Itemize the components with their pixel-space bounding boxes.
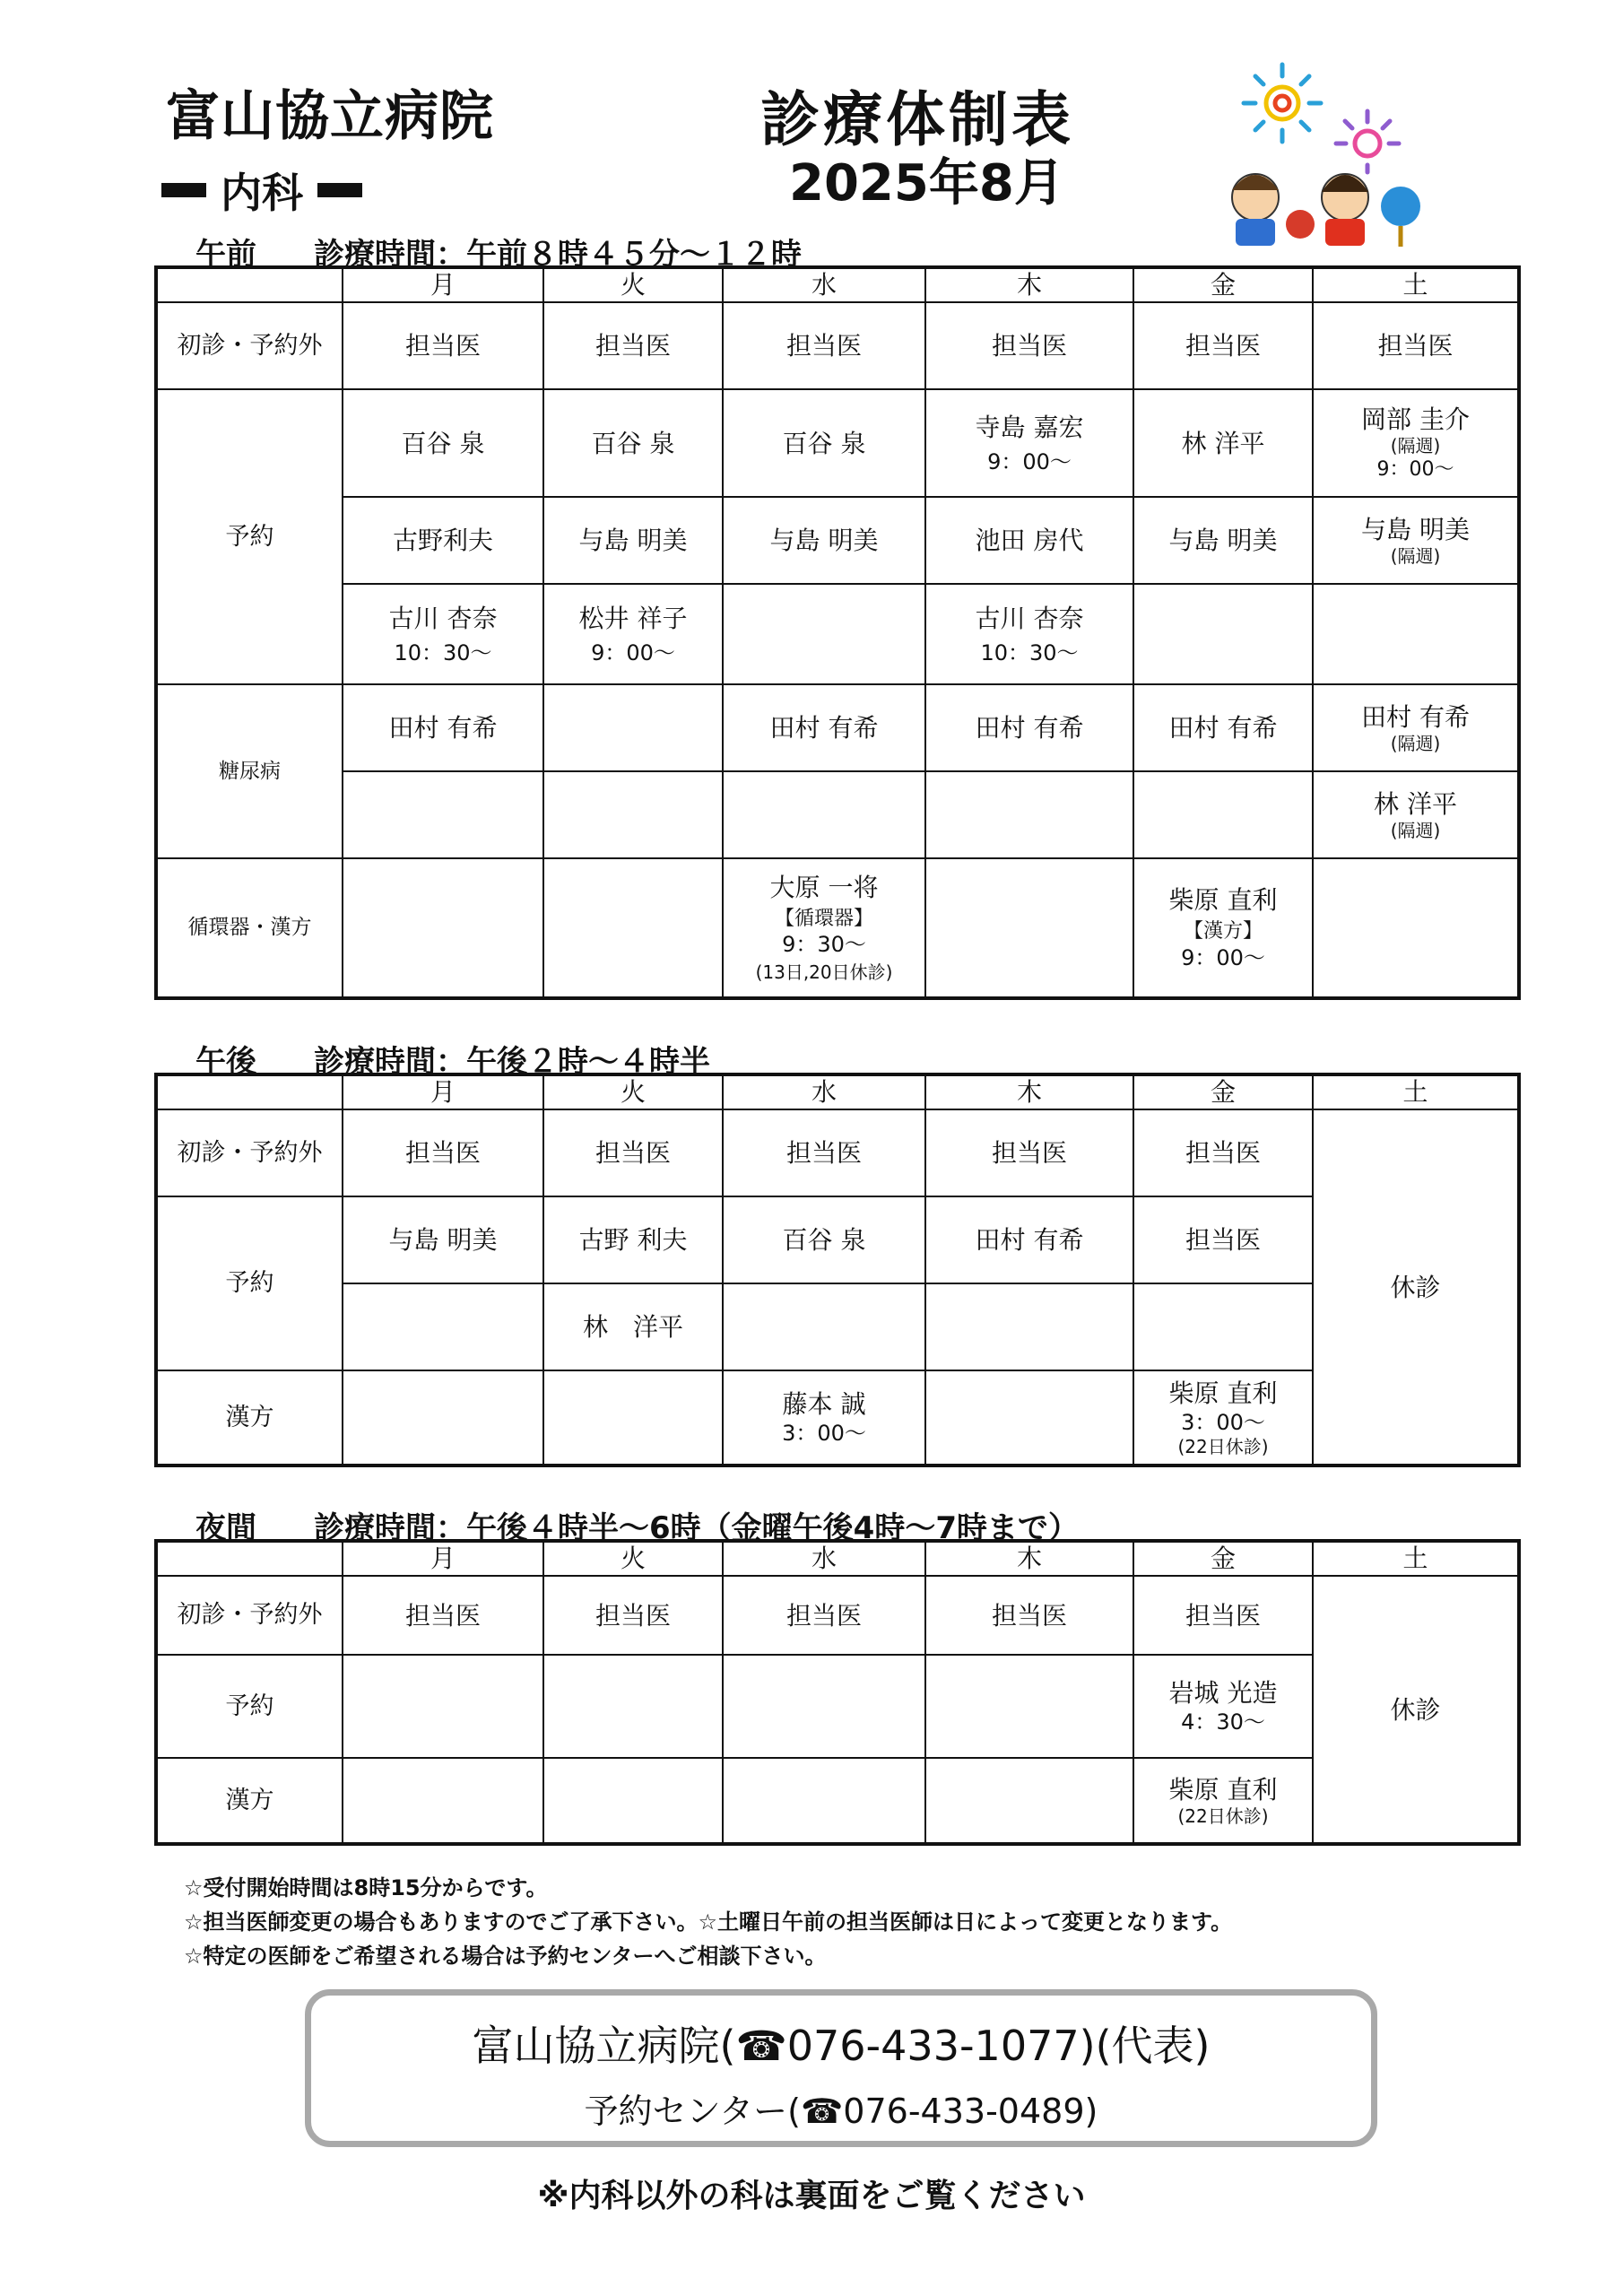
start-time: 3：00～: [782, 1421, 866, 1446]
table-row: [156, 497, 1519, 584]
schedule-cell: [1133, 684, 1313, 771]
row-label-reserve: 予約: [156, 1196, 343, 1370]
row-label-first-visit: 初診・予約外: [156, 1109, 343, 1196]
schedule-note: (13日,20日休診): [755, 961, 893, 984]
schedule-cell: 担当医: [723, 1109, 925, 1196]
schedule-cell: 林 洋平: [543, 1283, 723, 1370]
schedule-cell: [543, 684, 723, 771]
table-row: [156, 1109, 1519, 1196]
day-header: 水: [723, 267, 925, 302]
table-header-row: [156, 267, 1519, 302]
doctor-name: 百谷 泉: [591, 428, 675, 458]
schedule-cell: 担当医: [343, 302, 543, 389]
schedule-cell: [543, 497, 723, 584]
schedule-cell: [343, 684, 543, 771]
pm-schedule-table: [154, 1073, 1521, 1467]
day-header: 土: [1313, 1541, 1519, 1576]
schedule-cell: [1133, 497, 1313, 584]
am-period: 午前: [195, 237, 256, 273]
schedule-note: (隔週): [1390, 732, 1441, 754]
schedule-cell: [1133, 1758, 1313, 1844]
schedule-cell: 古野 利夫: [543, 1196, 723, 1283]
schedule-cell: [723, 497, 925, 584]
doctor-name: 松井 祥子: [578, 603, 688, 633]
day-header: 火: [543, 267, 723, 302]
department-label: [161, 163, 362, 217]
start-time: 3：00～: [1181, 1409, 1265, 1435]
schedule-cell: 担当医: [925, 302, 1133, 389]
main-contact: [311, 2013, 1371, 2073]
schedule-cell: [343, 1283, 543, 1370]
corner-cell: [156, 1074, 343, 1109]
schedule-cell: 担当医: [925, 1109, 1133, 1196]
schedule-cell: [723, 858, 925, 998]
doctor-name: 池田 房代: [975, 526, 1084, 555]
day-header: 木: [925, 1074, 1133, 1109]
schedule-cell: [1133, 771, 1313, 858]
row-label-first-visit: 初診・予約外: [156, 302, 343, 389]
saturday-closed: 休診: [1313, 1576, 1519, 1844]
schedule-cell: [343, 389, 543, 497]
doctor-name: 百谷 泉: [782, 428, 866, 458]
doctor-name: 与島 明美: [1361, 514, 1470, 544]
schedule-cell: [1313, 584, 1519, 684]
doctor-name: 大原 一将: [769, 872, 879, 902]
day-header: 月: [343, 1074, 543, 1109]
page-title: 診療体制表: [760, 85, 1074, 154]
table-row: [156, 684, 1519, 771]
schedule-cell: 担当医: [1133, 1196, 1313, 1283]
reservation-contact-phone: (☎076-433-0489): [787, 2092, 1098, 2131]
hospital-name: 富山協立病院: [166, 85, 494, 148]
schedule-cell: [543, 771, 723, 858]
decor-bar-left: [161, 183, 206, 197]
table-row: [156, 1576, 1519, 1655]
day-header: 木: [925, 267, 1133, 302]
corner-cell: [156, 267, 343, 302]
schedule-cell: 担当医: [543, 1576, 723, 1655]
night-hours: 診療時間：午後４時半～6時（金曜午後4時～7時まで）: [314, 1510, 1079, 1546]
schedule-cell: 担当医: [1133, 302, 1313, 389]
schedule-month: 2025年8月: [789, 154, 1064, 213]
schedule-cell: [723, 389, 925, 497]
decor-bar-right: [317, 183, 362, 197]
schedule-cell: [723, 1758, 925, 1844]
schedule-cell: [723, 771, 925, 858]
doctor-name: 古川 杏奈: [975, 603, 1084, 633]
corner-cell: [156, 1541, 343, 1576]
doctor-name: 田村 有希: [388, 713, 498, 743]
schedule-cell: [1133, 858, 1313, 998]
row-label-reserve: 予約: [156, 1655, 343, 1758]
schedule-cell: [543, 1370, 723, 1465]
schedule-cell: [343, 858, 543, 998]
schedule-cell: 担当医: [1313, 302, 1519, 389]
schedule-cell: [543, 584, 723, 684]
doctor-name: 岡部 圭介: [1361, 404, 1470, 435]
reservation-contact: [311, 2083, 1371, 2133]
doctor-name: 古野利夫: [392, 526, 493, 555]
schedule-cell: [1133, 1370, 1313, 1465]
doctor-name: 柴原 直利: [1168, 885, 1278, 916]
start-time: 10：30～: [980, 639, 1079, 665]
day-header: 水: [723, 1541, 925, 1576]
schedule-cell: 担当医: [723, 302, 925, 389]
specialty-label: 【漢方】: [1183, 920, 1263, 944]
schedule-cell: 担当医: [925, 1576, 1133, 1655]
note-item: ☆担当医師変更の場合もありますのでご了承下さい。☆土曜日午前の担当医師は日によって変更となります。: [184, 1909, 1233, 1935]
schedule-cell: [723, 1283, 925, 1370]
night-schedule-table: [154, 1539, 1521, 1846]
department-name: 内科: [221, 169, 303, 217]
saturday-closed: 休診: [1313, 1109, 1519, 1465]
pm-hours: 診療時間：午後２時～４時半: [314, 1044, 710, 1080]
doctor-name: 岩城 光造: [1168, 1678, 1278, 1708]
doctor-name: 柴原 直利: [1168, 1378, 1278, 1408]
row-label-kampo: 漢方: [156, 1758, 343, 1844]
schedule-note: (22日休診): [1177, 1435, 1269, 1457]
schedule-cell: [1133, 389, 1313, 497]
contact-box: [305, 1989, 1377, 2147]
day-header: 月: [343, 1541, 543, 1576]
row-label-circulatory-kampo: 循環器・漢方: [156, 858, 343, 998]
table-row: [156, 302, 1519, 389]
row-label-kampo: 漢方: [156, 1370, 343, 1465]
main-contact-name: 富山協立病院: [472, 2022, 720, 2070]
schedule-cell: [723, 1655, 925, 1758]
main-contact-phone: (☎076-433-1077)(代表): [719, 2022, 1211, 2070]
start-time: 10：30～: [394, 639, 492, 665]
schedule-cell: [1313, 684, 1519, 771]
schedule-cell: [925, 497, 1133, 584]
day-header: 金: [1133, 1541, 1313, 1576]
schedule-cell: [1313, 771, 1519, 858]
day-header: 火: [543, 1541, 723, 1576]
start-time: 9：00～: [591, 639, 675, 665]
row-label-diabetes: 糖尿病: [156, 684, 343, 858]
schedule-cell: [343, 1758, 543, 1844]
start-time: 9：00～: [1376, 458, 1454, 482]
schedule-cell: [1133, 1655, 1313, 1758]
schedule-cell: [1313, 858, 1519, 998]
schedule-cell: [925, 1758, 1133, 1844]
doctor-name: 柴原 直利: [1168, 1774, 1278, 1805]
day-header: 金: [1133, 267, 1313, 302]
schedule-cell: 担当医: [543, 302, 723, 389]
schedule-cell: [1313, 497, 1519, 584]
schedule-cell: [343, 584, 543, 684]
schedule-cell: [925, 584, 1133, 684]
schedule-cell: [543, 858, 723, 998]
schedule-cell: [925, 684, 1133, 771]
table-row: [156, 858, 1519, 998]
day-header: 火: [543, 1074, 723, 1109]
schedule-cell: 与島 明美: [343, 1196, 543, 1283]
table-row: [156, 584, 1519, 684]
day-header: 水: [723, 1074, 925, 1109]
schedule-cell: [1133, 584, 1313, 684]
note-item: ☆特定の医師をご希望される場合は予約センターへご相談下さい。: [184, 1944, 827, 1969]
schedule-cell: 担当医: [1133, 1576, 1313, 1655]
schedule-cell: [543, 1758, 723, 1844]
fireworks-festival-children-icon: [1202, 54, 1435, 251]
doctor-name: 古川 杏奈: [388, 603, 498, 633]
schedule-cell: [343, 1370, 543, 1465]
schedule-cell: 担当医: [543, 1109, 723, 1196]
day-header: 土: [1313, 267, 1519, 302]
day-header: 木: [925, 1541, 1133, 1576]
note-item: ☆受付開始時間は8時15分からです。: [184, 1875, 548, 1900]
doctor-name: 百谷 泉: [401, 428, 485, 458]
schedule-note: (隔週): [1390, 435, 1441, 457]
table-header-row: [156, 1074, 1519, 1109]
day-header: 土: [1313, 1074, 1519, 1109]
schedule-cell: [1133, 1283, 1313, 1370]
schedule-cell: [723, 1370, 925, 1465]
am-schedule-table: [154, 265, 1521, 1000]
schedule-note: (22日休診): [1177, 1805, 1269, 1827]
start-time: 9：00～: [1181, 944, 1265, 970]
schedule-cell: [925, 389, 1133, 497]
reservation-contact-name: 予約センター: [584, 2092, 788, 2131]
schedule-cell: 百谷 泉: [723, 1196, 925, 1283]
doctor-name: 与島 明美: [769, 526, 879, 555]
schedule-cell: 担当医: [1133, 1109, 1313, 1196]
doctor-name: 与島 明美: [1168, 526, 1278, 555]
schedule-cell: [925, 1655, 1133, 1758]
doctor-name: 田村 有希: [1168, 713, 1278, 743]
schedule-cell: 担当医: [343, 1109, 543, 1196]
notes-list: [184, 1871, 1232, 1973]
doctor-name: 林 洋平: [1181, 428, 1265, 458]
doctor-name: 林 洋平: [1374, 788, 1457, 819]
doctor-name: 藤本 誠: [782, 1389, 866, 1419]
doctor-name: 田村 有希: [1361, 701, 1470, 732]
pm-period: 午後: [195, 1044, 256, 1080]
row-label-reserve: 予約: [156, 389, 343, 684]
day-header: 金: [1133, 1074, 1313, 1109]
table-row: [156, 389, 1519, 497]
schedule-cell: 田村 有希: [925, 1196, 1133, 1283]
schedule-cell: [925, 1283, 1133, 1370]
table-row: [156, 771, 1519, 858]
schedule-cell: [543, 1655, 723, 1758]
start-time: 9：00～: [987, 448, 1072, 474]
doctor-name: 与島 明美: [578, 526, 688, 555]
schedule-cell: [723, 584, 925, 684]
schedule-cell: [543, 389, 723, 497]
schedule-note: (隔週): [1390, 819, 1441, 841]
schedule-cell: [723, 684, 925, 771]
schedule-cell: [925, 1370, 1133, 1465]
schedule-cell: [343, 1655, 543, 1758]
doctor-name: 寺島 嘉宏: [975, 412, 1084, 442]
night-period: 夜間: [195, 1510, 256, 1546]
footer-note: ※内科以外の科は裏面をご覧ください: [537, 2178, 1086, 2214]
schedule-cell: [343, 497, 543, 584]
day-header: 月: [343, 267, 543, 302]
schedule-cell: [343, 771, 543, 858]
schedule-note: (隔週): [1390, 544, 1441, 567]
start-time: 9：30～: [782, 932, 866, 958]
schedule-cell: [925, 771, 1133, 858]
table-header-row: [156, 1541, 1519, 1576]
row-label-first-visit: 初診・予約外: [156, 1576, 343, 1655]
schedule-cell: 担当医: [343, 1576, 543, 1655]
start-time: 4：30～: [1181, 1709, 1265, 1735]
schedule-cell: 担当医: [723, 1576, 925, 1655]
am-hours: 診療時間：午前８時４５分～１２時: [314, 237, 802, 273]
schedule-cell: [925, 858, 1133, 998]
specialty-label: 【循環器】: [774, 907, 873, 930]
doctor-name: 田村 有希: [975, 713, 1084, 743]
doctor-name: 田村 有希: [769, 713, 879, 743]
schedule-cell: [1313, 389, 1519, 497]
